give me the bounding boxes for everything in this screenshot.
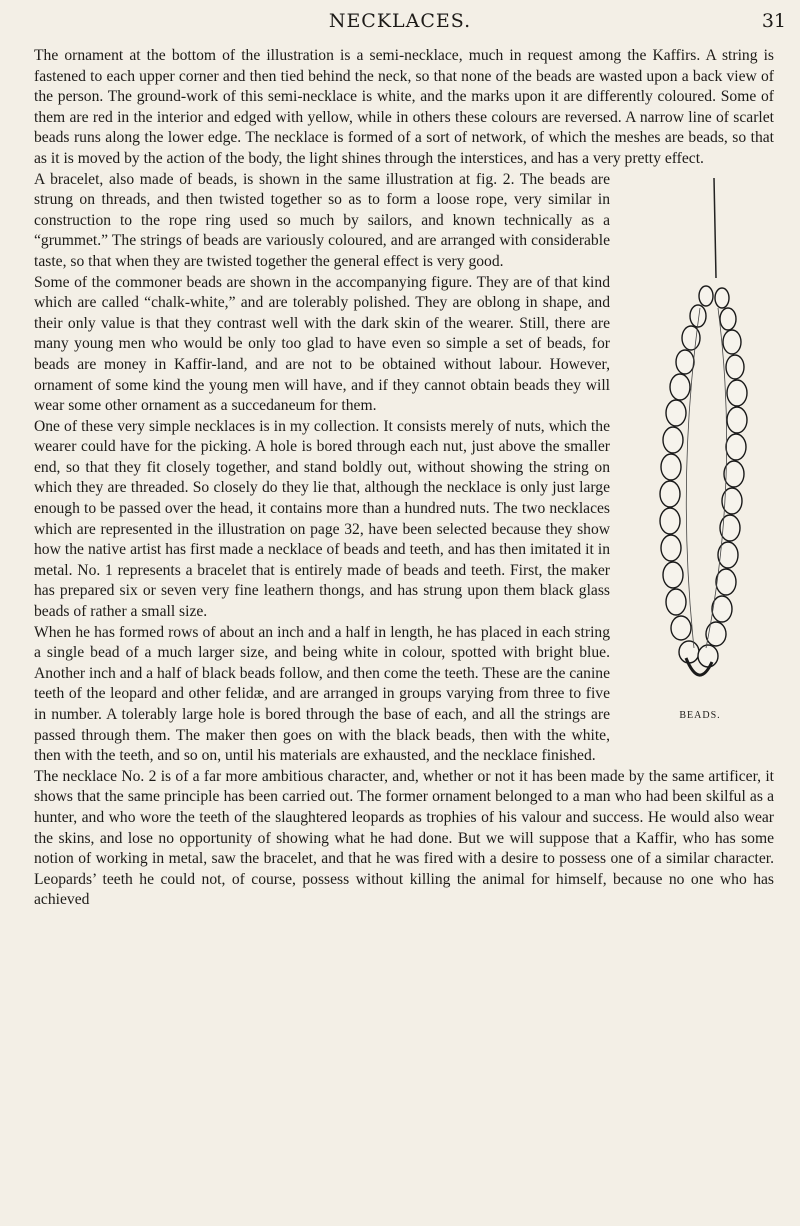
paragraph-2: A bracelet, also made of beads, is shown in the same illustration at fig. 2. The beads are strung on threads, and then twisted together so as to form a loose rope, very similar in construction to the rope ring used so much by sailors, and known technically as a “grummet.” The strings of beads are variously coloured, and are arranged with considerable taste, so that when they are twisted together the general effect is very good. bbox=[34, 170, 610, 270]
twisted-bead-rope-illustration bbox=[636, 178, 756, 698]
paragraph-6: The necklace No. 2 is of a far more ambitious character, and, whether or not it has been made by the same artificer, it shows that the same principle has been carried out. The former ornament belonged to a man who had been skilful as a hunter, and who wore the teeth of the slaughtered leopards as trophies of his valour and success. He would also wear the skins, and lose no opportunity of showing what he had done. But we will suppose that a Kaffir, who has some notion of working in metal, saw the bracelet, and that he was fired with a desire to possess one of a similar character. Leopards’ teeth he could not, of course, possess without killing the animal for himself, because no one who has achieved bbox=[34, 767, 774, 909]
paragraph-5: When he has formed rows of about an inch and a half in length, he has placed in each string a single bead of a much larger size, and being white in colour, spotted with bright blue. Another inch and a half of black beads follow, and then come the teeth. These are the canine teeth of the leopard and other felidæ, and are arranged in groups varying from three to five in number. A tolerably large hole is bored through the base of each, and all the strings are passed through them. The maker then goes on with the black beads, then with the white, then with the teeth, and so on, until his materials are exhausted, and the necklace finished. bbox=[34, 623, 610, 765]
paragraph-4: One of these very simple necklaces is in my collection. It consists merely of nuts, which the wearer could have for the picking. A hole is bored through each nut, just above the smaller end, so that they fit closely together, and stand boldly out, without showing the string on which they are threaded. So closely do they lie that, although the necklace is only just large enough to be passed over the head, it contains more than a hundred nuts. The two necklaces which are represented in the illustration on page 32, have been selected because they show how the native artist has first made a necklace of beads and teeth, and has then imitated it in metal. No. 1 represents a bracelet that is entirely made of beads and teeth. First, the maker has prepared six or seven very fine leathern thongs, and has strung upon them black glass beads of rather a small size. bbox=[34, 417, 610, 621]
beads-figure bbox=[630, 174, 780, 729]
page-number: 31 bbox=[761, 10, 786, 32]
page-header bbox=[0, 6, 800, 36]
figure-caption: BEADS. bbox=[679, 709, 721, 721]
running-head: NECKLACES. bbox=[328, 10, 472, 32]
body-text bbox=[34, 46, 774, 911]
paragraph-1: The ornament at the bottom of the illustration is a semi-necklace, much in request among the Kaffirs. A string is fastened to each upper corner and then tied behind the neck, so that none of the beads are wasted upon a back view of the person. The ground-work of this semi-necklace is white, and the marks upon it are differently coloured. Some of them are red in the interior and edged with yellow, while in others these colours are reversed. A narrow line of scarlet beads runs along the lower edge. The necklace is formed of a sort of network, of which the meshes are beads, so that as it is moved by the action of the body, the light shines through the interstices, and has a very pretty effect. bbox=[34, 47, 774, 167]
paragraph-3: Some of the commoner beads are shown in the accompanying figure. They are of that kind which are called “chalk-white,” and are tolerably polished. They are oblong in shape, and their only value is that they contrast well with the dark skin of the wearer. Still, there are many young men who would be only too glad to have even so simple a set of beads, for beads are money in Kaffir-land, and are not to be obtained without labour. However, ornament of some kind the young men will have, and if they cannot obtain beads they will wear some other ornament as a succedaneum for them. bbox=[34, 273, 610, 415]
